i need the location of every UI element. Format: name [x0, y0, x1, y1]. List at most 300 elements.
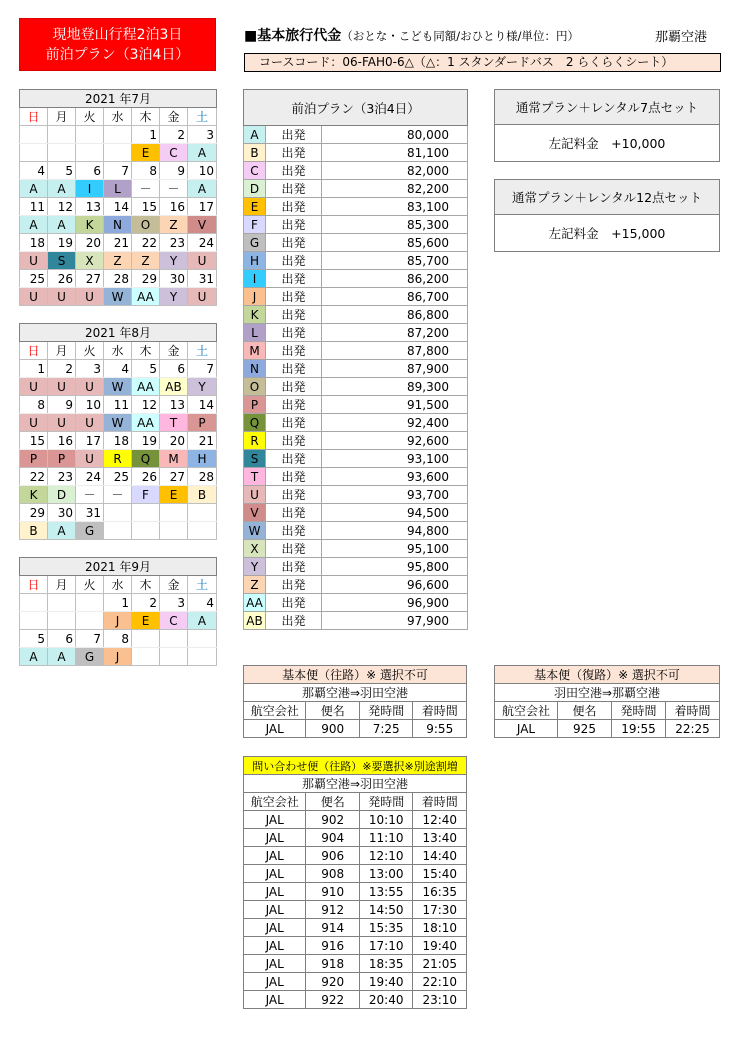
price-code: X	[244, 540, 266, 558]
calendar-day-code: E	[132, 612, 160, 630]
price-amount: 92,600	[322, 432, 468, 450]
calendar-day-code	[76, 612, 104, 630]
outbound-basic-flight-table	[243, 665, 467, 738]
calendar-day-number: 20	[160, 432, 188, 450]
price-row	[244, 522, 468, 540]
price-row	[244, 450, 468, 468]
price-row	[244, 378, 468, 396]
calendar-day-code: A	[188, 612, 217, 630]
weekday-header: 水	[104, 342, 132, 360]
weekday-header: 火	[76, 342, 104, 360]
price-code: P	[244, 396, 266, 414]
calendar-day-number: 31	[188, 270, 217, 288]
flight-column-header: 航空会社	[244, 793, 306, 811]
calendar-day-number	[48, 126, 76, 144]
flight-cell: JAL	[244, 865, 306, 883]
calendar-day-code: F	[132, 486, 160, 504]
price-label: 出発	[266, 288, 322, 306]
calendar-day-code: E	[160, 486, 188, 504]
rental-12-price: 左記料金 +15,000	[495, 215, 720, 252]
calendar-title: 2021 年8月	[20, 324, 217, 342]
calendar-day-number: 13	[76, 198, 104, 216]
price-row	[244, 288, 468, 306]
calendar-day-code: A	[20, 648, 48, 666]
calendar-day-code: K	[76, 216, 104, 234]
calendar-august	[19, 323, 217, 540]
calendar-day-code: S	[48, 252, 76, 270]
flight-cell: 922	[306, 991, 360, 1009]
calendar-day-number: 27	[76, 270, 104, 288]
price-row	[244, 576, 468, 594]
calendar-day-number: 6	[48, 630, 76, 648]
flight-cell: 17:30	[413, 901, 467, 919]
calendar-day-number: 20	[76, 234, 104, 252]
calendar-day-number: 5	[132, 360, 160, 378]
calendar-day-code: Y	[160, 252, 188, 270]
flight-cell: 15:35	[359, 919, 413, 937]
price-row	[244, 396, 468, 414]
flight-cell: 15:40	[413, 865, 467, 883]
price-label: 出発	[266, 324, 322, 342]
calendar-day-number: 16	[160, 198, 188, 216]
calendar-day-code: －	[132, 180, 160, 198]
price-code: V	[244, 504, 266, 522]
calendar-title: 2021 年9月	[20, 558, 217, 576]
price-code: U	[244, 486, 266, 504]
flight-cell: 12:40	[413, 811, 467, 829]
calendar-day-code: W	[104, 414, 132, 432]
price-label: 出発	[266, 126, 322, 144]
heading-main: ■基本旅行代金	[244, 28, 342, 44]
calendar-day-code: W	[104, 288, 132, 306]
calendar-day-number: 1	[20, 360, 48, 378]
calendar-day-code	[104, 144, 132, 162]
price-row	[244, 306, 468, 324]
flight-row	[244, 919, 467, 937]
price-label: 出発	[266, 378, 322, 396]
calendar-day-number: 7	[76, 630, 104, 648]
price-amount: 87,900	[322, 360, 468, 378]
flight-cell: 19:40	[413, 937, 467, 955]
calendar-day-code: P	[188, 414, 217, 432]
price-row	[244, 558, 468, 576]
calendar-day-number: 7	[188, 360, 217, 378]
price-amount: 87,800	[322, 342, 468, 360]
calendar-day-code: U	[76, 288, 104, 306]
calendar-day-code: U	[20, 414, 48, 432]
price-row	[244, 360, 468, 378]
calendar-day-code	[76, 144, 104, 162]
calendar-title: 2021 年7月	[20, 90, 217, 108]
flight-cell: 13:00	[359, 865, 413, 883]
calendar-day-code: U	[48, 414, 76, 432]
price-row	[244, 540, 468, 558]
calendar-day-number: 8	[20, 396, 48, 414]
weekday-header: 水	[104, 108, 132, 126]
flight-cell: 912	[306, 901, 360, 919]
calendar-day-number: 21	[188, 432, 217, 450]
calendar-day-number: 18	[104, 432, 132, 450]
calendar-day-number: 12	[132, 396, 160, 414]
price-code: AB	[244, 612, 266, 630]
flight-cell: 23:10	[413, 991, 467, 1009]
price-code: H	[244, 252, 266, 270]
price-amount: 94,800	[322, 522, 468, 540]
weekday-header: 日	[20, 576, 48, 594]
flight-cell: 18:35	[359, 955, 413, 973]
calendar-day-number: 2	[132, 594, 160, 612]
calendar-day-number: 17	[76, 432, 104, 450]
price-code: E	[244, 198, 266, 216]
calendar-day-code: AA	[132, 288, 160, 306]
flight-column-header: 発時間	[612, 702, 666, 720]
price-amount: 92,400	[322, 414, 468, 432]
calendar-day-number	[76, 594, 104, 612]
calendar-july	[19, 89, 217, 306]
flight-table-title: 問い合わせ便（往路）※要選択※別途割増	[244, 757, 467, 775]
price-amount: 95,800	[322, 558, 468, 576]
price-code: A	[244, 126, 266, 144]
calendar-day-code: X	[76, 252, 104, 270]
calendar-day-code: L	[104, 180, 132, 198]
flight-cell: JAL	[244, 955, 306, 973]
price-amount: 96,900	[322, 594, 468, 612]
calendar-day-number: 2	[160, 126, 188, 144]
flight-row	[244, 973, 467, 991]
calendar-day-number: 9	[160, 162, 188, 180]
price-code: Q	[244, 414, 266, 432]
price-code: AA	[244, 594, 266, 612]
weekday-header: 月	[48, 576, 76, 594]
calendar-day-number: 23	[48, 468, 76, 486]
calendar-day-number: 19	[132, 432, 160, 450]
price-label: 出発	[266, 486, 322, 504]
flight-column-header: 便名	[558, 702, 612, 720]
price-code: F	[244, 216, 266, 234]
calendar-day-code: A	[48, 216, 76, 234]
flight-cell: 22:25	[666, 720, 720, 738]
price-amount: 95,100	[322, 540, 468, 558]
weekday-header: 火	[76, 108, 104, 126]
calendar-day-code: G	[76, 648, 104, 666]
calendar-day-number: 11	[20, 198, 48, 216]
calendar-day-number: 22	[20, 468, 48, 486]
calendar-day-code: U	[188, 288, 217, 306]
weekday-header: 日	[20, 108, 48, 126]
calendar-day-code: Y	[160, 288, 188, 306]
calendar-day-number: 4	[188, 594, 217, 612]
price-label: 出発	[266, 270, 322, 288]
calendar-day-number	[48, 594, 76, 612]
calendar-day-code: Z	[132, 252, 160, 270]
weekday-header: 水	[104, 576, 132, 594]
flight-cell: JAL	[244, 847, 306, 865]
flight-row	[244, 829, 467, 847]
calendar-day-code: Z	[160, 216, 188, 234]
weekday-header: 日	[20, 342, 48, 360]
weekday-header: 金	[160, 108, 188, 126]
price-label: 出発	[266, 216, 322, 234]
price-amount: 80,000	[322, 126, 468, 144]
price-code: R	[244, 432, 266, 450]
flight-cell: JAL	[244, 829, 306, 847]
price-code: O	[244, 378, 266, 396]
flight-cell: 916	[306, 937, 360, 955]
flight-route: 羽田空港⇒那覇空港	[495, 684, 720, 702]
flight-cell: 910	[306, 883, 360, 901]
plan-title	[19, 18, 216, 71]
price-label: 出発	[266, 522, 322, 540]
calendar-day-code: O	[132, 216, 160, 234]
calendar-day-number: 3	[188, 126, 217, 144]
flight-cell: JAL	[495, 720, 558, 738]
price-row	[244, 612, 468, 630]
calendar-day-number: 30	[160, 270, 188, 288]
calendar-day-number: 4	[20, 162, 48, 180]
calendar-day-number: 26	[132, 468, 160, 486]
price-code: W	[244, 522, 266, 540]
calendar-day-number: 1	[104, 594, 132, 612]
flight-column-header: 着時間	[413, 702, 467, 720]
flight-cell: 900	[306, 720, 360, 738]
calendar-day-code: J	[104, 612, 132, 630]
calendar-day-number: 30	[48, 504, 76, 522]
calendar-day-number: 23	[160, 234, 188, 252]
calendar-day-number	[104, 126, 132, 144]
calendar-day-number	[132, 504, 160, 522]
flight-cell: 12:10	[359, 847, 413, 865]
price-amount: 86,200	[322, 270, 468, 288]
plan-title-line2: 前泊プラン（3泊4日）	[45, 47, 190, 63]
calendar-day-code	[132, 522, 160, 540]
calendar-day-number: 11	[104, 396, 132, 414]
calendar-day-number: 3	[76, 360, 104, 378]
flight-route: 那覇空港⇒羽田空港	[244, 775, 467, 793]
calendar-day-code: A	[188, 180, 217, 198]
calendar-day-code: U	[76, 414, 104, 432]
price-label: 出発	[266, 540, 322, 558]
calendar-day-code: B	[188, 486, 217, 504]
price-row	[244, 342, 468, 360]
flight-cell: 914	[306, 919, 360, 937]
price-amount: 96,600	[322, 576, 468, 594]
plan-title-line1: 現地登山行程2泊3日	[52, 27, 183, 43]
calendar-day-code: U	[48, 288, 76, 306]
calendar-day-number: 31	[76, 504, 104, 522]
price-row	[244, 144, 468, 162]
calendar-day-number: 27	[160, 468, 188, 486]
price-amount: 85,700	[322, 252, 468, 270]
flight-column-header: 発時間	[359, 793, 413, 811]
flight-cell: 14:50	[359, 901, 413, 919]
calendar-day-code: C	[160, 612, 188, 630]
calendar-day-code: －	[104, 486, 132, 504]
flight-cell: 19:55	[612, 720, 666, 738]
calendar-day-number: 6	[76, 162, 104, 180]
calendar-day-code: U	[20, 288, 48, 306]
flight-cell: JAL	[244, 937, 306, 955]
flight-row	[244, 720, 467, 738]
price-row	[244, 198, 468, 216]
flight-route: 那覇空港⇒羽田空港	[244, 684, 467, 702]
calendar-day-number: 12	[48, 198, 76, 216]
flight-cell: 13:55	[359, 883, 413, 901]
flight-cell: JAL	[244, 901, 306, 919]
calendar-day-code: U	[76, 378, 104, 396]
calendar-day-number: 29	[20, 504, 48, 522]
price-label: 出発	[266, 306, 322, 324]
price-label: 出発	[266, 180, 322, 198]
heading-sub: （おとな・こども同額/おひとり様/単位：円）	[341, 29, 579, 43]
flight-cell: 918	[306, 955, 360, 973]
page-heading	[244, 25, 579, 45]
calendar-day-number	[188, 630, 217, 648]
calendar-day-code: R	[104, 450, 132, 468]
price-amount: 82,200	[322, 180, 468, 198]
rental-7-price: 左記料金 +10,000	[495, 125, 720, 162]
flight-cell: 14:40	[413, 847, 467, 865]
price-label: 出発	[266, 144, 322, 162]
calendar-day-number	[160, 630, 188, 648]
calendar-day-code: P	[48, 450, 76, 468]
weekday-header: 土	[188, 108, 217, 126]
rental-7-header: 通常プラン＋レンタル7点セット	[495, 90, 720, 125]
calendar-day-code: A	[48, 180, 76, 198]
calendar-day-number: 8	[132, 162, 160, 180]
calendar-day-code	[160, 648, 188, 666]
rental-7-box	[494, 89, 720, 162]
price-table	[243, 89, 468, 630]
price-code: Z	[244, 576, 266, 594]
price-code: I	[244, 270, 266, 288]
flight-cell: 11:10	[359, 829, 413, 847]
price-code: L	[244, 324, 266, 342]
calendar-day-code: I	[76, 180, 104, 198]
flight-row	[495, 720, 720, 738]
price-code: M	[244, 342, 266, 360]
price-amount: 93,700	[322, 486, 468, 504]
price-amount: 82,000	[322, 162, 468, 180]
flight-row	[244, 811, 467, 829]
price-row	[244, 486, 468, 504]
calendar-day-code: A	[48, 648, 76, 666]
calendar-day-number	[76, 126, 104, 144]
price-row	[244, 252, 468, 270]
flight-row	[244, 937, 467, 955]
flight-cell: 16:35	[413, 883, 467, 901]
flight-cell: 10:10	[359, 811, 413, 829]
flight-cell: JAL	[244, 991, 306, 1009]
weekday-header: 月	[48, 342, 76, 360]
calendar-day-code: U	[20, 378, 48, 396]
calendar-day-code: －	[160, 180, 188, 198]
calendar-day-code: D	[48, 486, 76, 504]
calendar-day-code: Q	[132, 450, 160, 468]
calendar-day-number: 10	[76, 396, 104, 414]
weekday-header: 木	[132, 342, 160, 360]
calendar-day-code: Y	[188, 378, 217, 396]
price-code: Y	[244, 558, 266, 576]
price-amount: 97,900	[322, 612, 468, 630]
calendar-day-code: T	[160, 414, 188, 432]
price-code: C	[244, 162, 266, 180]
price-label: 出発	[266, 594, 322, 612]
flight-column-header: 着時間	[413, 793, 467, 811]
flight-row	[244, 901, 467, 919]
calendar-day-number: 19	[48, 234, 76, 252]
flight-cell: 925	[558, 720, 612, 738]
calendar-day-number: 24	[76, 468, 104, 486]
calendar-day-code: C	[160, 144, 188, 162]
flight-cell: 21:05	[413, 955, 467, 973]
flight-cell: JAL	[244, 883, 306, 901]
outbound-inquiry-flight-table	[243, 756, 467, 1009]
price-amount: 93,600	[322, 468, 468, 486]
calendar-day-number: 6	[160, 360, 188, 378]
flight-cell: JAL	[244, 919, 306, 937]
price-label: 出発	[266, 432, 322, 450]
calendar-day-code: Z	[104, 252, 132, 270]
flight-cell: 9:55	[413, 720, 467, 738]
calendar-day-code	[160, 522, 188, 540]
flight-cell: 17:10	[359, 937, 413, 955]
flight-column-header: 着時間	[666, 702, 720, 720]
flight-row	[244, 847, 467, 865]
calendar-day-number: 28	[188, 468, 217, 486]
calendar-day-code: V	[188, 216, 217, 234]
price-amount: 81,100	[322, 144, 468, 162]
calendar-day-code: N	[104, 216, 132, 234]
calendar-day-number: 22	[132, 234, 160, 252]
price-code: T	[244, 468, 266, 486]
price-row	[244, 594, 468, 612]
calendar-day-code: A	[20, 180, 48, 198]
price-row	[244, 432, 468, 450]
price-label: 出発	[266, 252, 322, 270]
calendar-day-number: 4	[104, 360, 132, 378]
calendar-day-code: U	[20, 252, 48, 270]
weekday-header: 土	[188, 576, 217, 594]
price-amount: 94,500	[322, 504, 468, 522]
calendar-day-number: 24	[188, 234, 217, 252]
flight-row	[244, 883, 467, 901]
calendar-day-code: A	[48, 522, 76, 540]
price-label: 出発	[266, 612, 322, 630]
price-amount: 91,500	[322, 396, 468, 414]
calendar-day-code: K	[20, 486, 48, 504]
calendar-day-number: 18	[20, 234, 48, 252]
calendar-day-code	[188, 648, 217, 666]
price-label: 出発	[266, 450, 322, 468]
calendar-day-number: 10	[188, 162, 217, 180]
price-row	[244, 414, 468, 432]
flight-column-header: 便名	[306, 702, 360, 720]
price-amount: 86,800	[322, 306, 468, 324]
calendar-day-code: AA	[132, 378, 160, 396]
calendar-day-number	[104, 504, 132, 522]
calendar-day-number: 13	[160, 396, 188, 414]
calendar-day-number: 1	[132, 126, 160, 144]
price-amount: 83,100	[322, 198, 468, 216]
calendar-day-number: 5	[48, 162, 76, 180]
price-label: 出発	[266, 558, 322, 576]
flight-column-header: 航空会社	[244, 702, 306, 720]
price-row	[244, 468, 468, 486]
flight-table-title: 基本便（復路）※ 選択不可	[495, 666, 720, 684]
calendar-september	[19, 557, 217, 666]
flight-cell: 13:40	[413, 829, 467, 847]
calendar-day-code: E	[132, 144, 160, 162]
